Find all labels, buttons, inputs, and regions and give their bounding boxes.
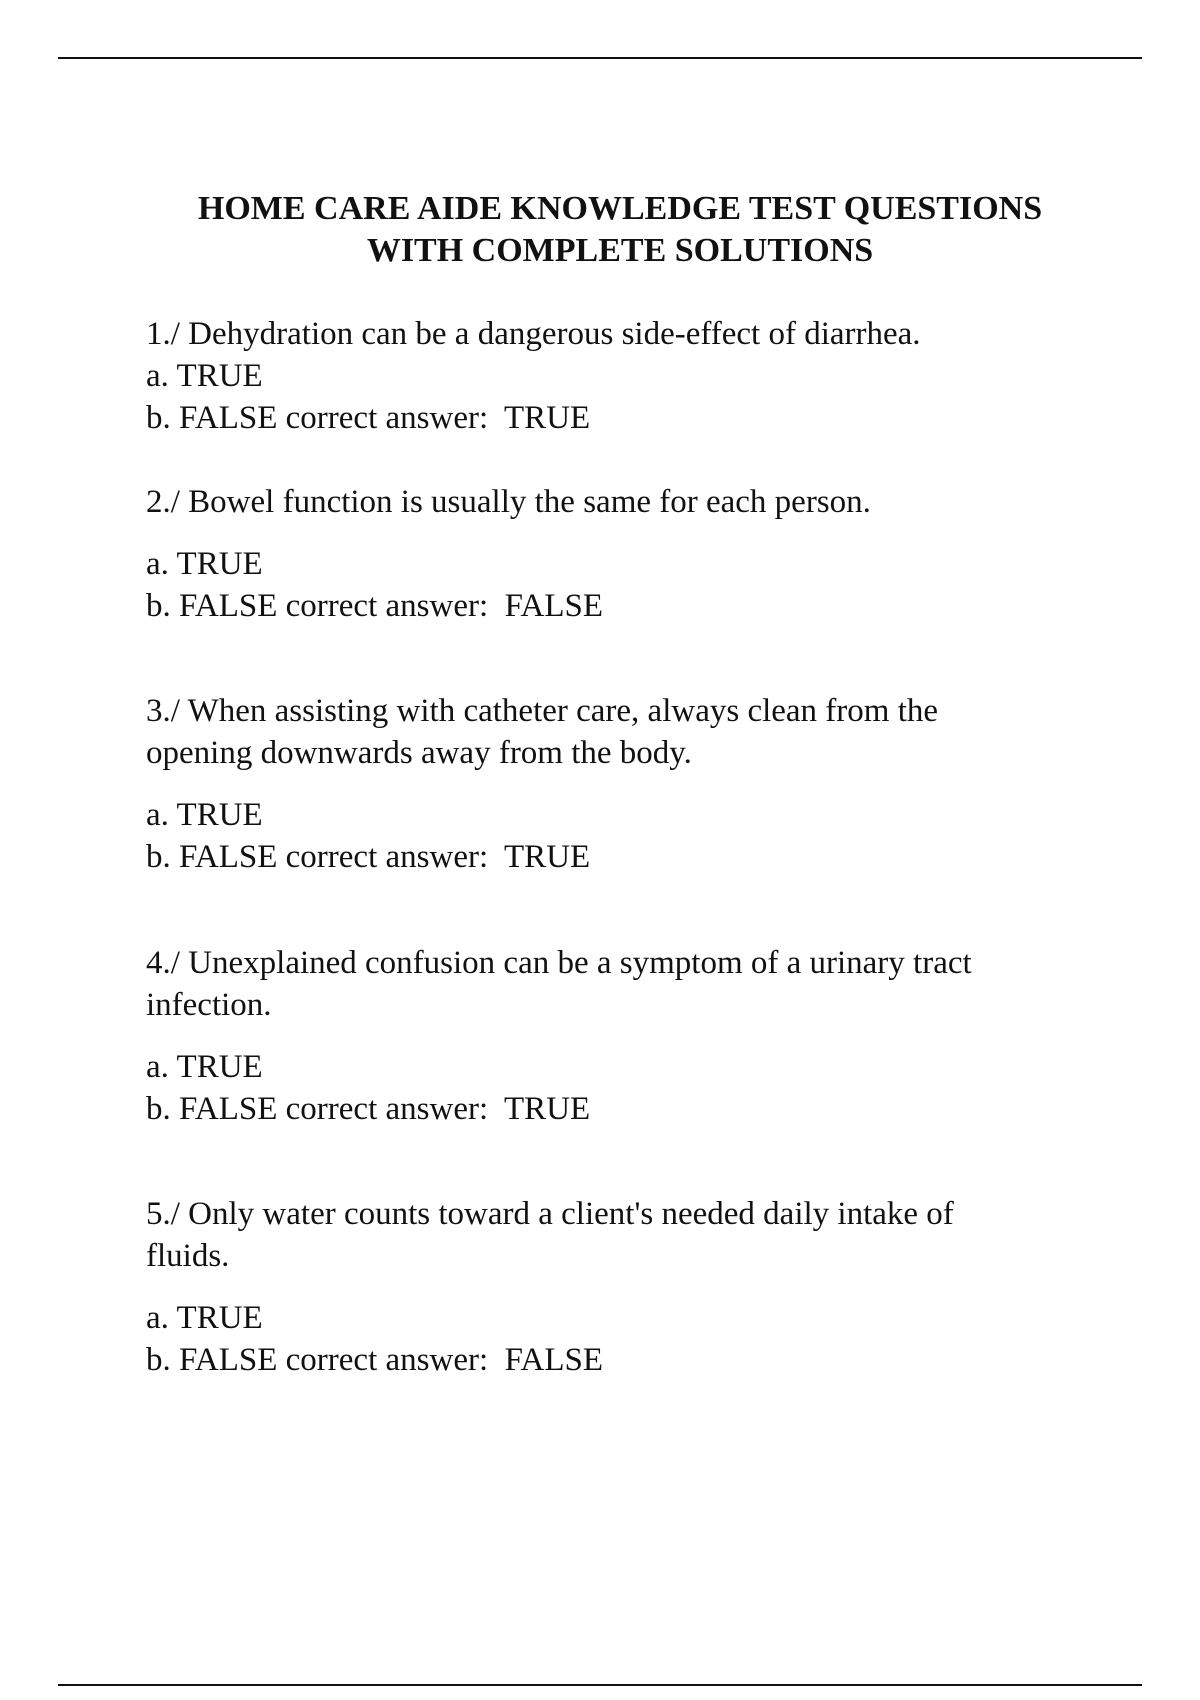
- question-text-continued: fluids.: [146, 1238, 230, 1274]
- option-a: a. TRUE: [146, 797, 263, 833]
- question-4: [146, 942, 1106, 1130]
- title-line-2: WITH COMPLETE SOLUTIONS: [366, 232, 874, 269]
- question-text: 1./ Dehydration can be a dangerous side-effect of diarrhea.: [146, 316, 921, 352]
- question-3: [146, 690, 1106, 878]
- question-text-continued: infection.: [146, 987, 272, 1023]
- option-a: a. TRUE: [146, 1049, 263, 1085]
- question-text: 5./ Only water counts toward a client's needed daily intake of: [146, 1196, 954, 1232]
- question-5: [146, 1193, 1106, 1381]
- question-text: 3./ When assisting with catheter care, always clean from the: [146, 693, 939, 729]
- option-b-answer: b. FALSE correct answer: FALSE: [146, 1342, 604, 1378]
- spacer: [146, 774, 1106, 794]
- question-text: 4./ Unexplained confusion can be a symptom of a urinary tract: [146, 945, 972, 981]
- spacer: [146, 1026, 1106, 1046]
- option-b-answer: b. FALSE correct answer: TRUE: [146, 400, 591, 436]
- bottom-divider: [58, 1684, 1142, 1686]
- question-1: [146, 313, 1106, 439]
- top-divider: [58, 57, 1142, 59]
- question-text-continued: opening downwards away from the body.: [146, 735, 692, 771]
- option-a: a. TRUE: [146, 1300, 263, 1336]
- question-text: 2./ Bowel function is usually the same for each person.: [146, 484, 871, 520]
- option-b-answer: b. FALSE correct answer: TRUE: [146, 1091, 591, 1127]
- spacer: [146, 1277, 1106, 1297]
- title-line-1: HOME CARE AIDE KNOWLEDGE TEST QUESTIONS: [197, 190, 1043, 227]
- option-b-answer: b. FALSE correct answer: TRUE: [146, 839, 591, 875]
- question-2: [146, 481, 1106, 627]
- spacer: [146, 523, 1106, 543]
- document-title: [120, 188, 1120, 272]
- option-a: a. TRUE: [146, 358, 263, 394]
- option-b-answer: b. FALSE correct answer: FALSE: [146, 588, 604, 624]
- option-a: a. TRUE: [146, 546, 263, 582]
